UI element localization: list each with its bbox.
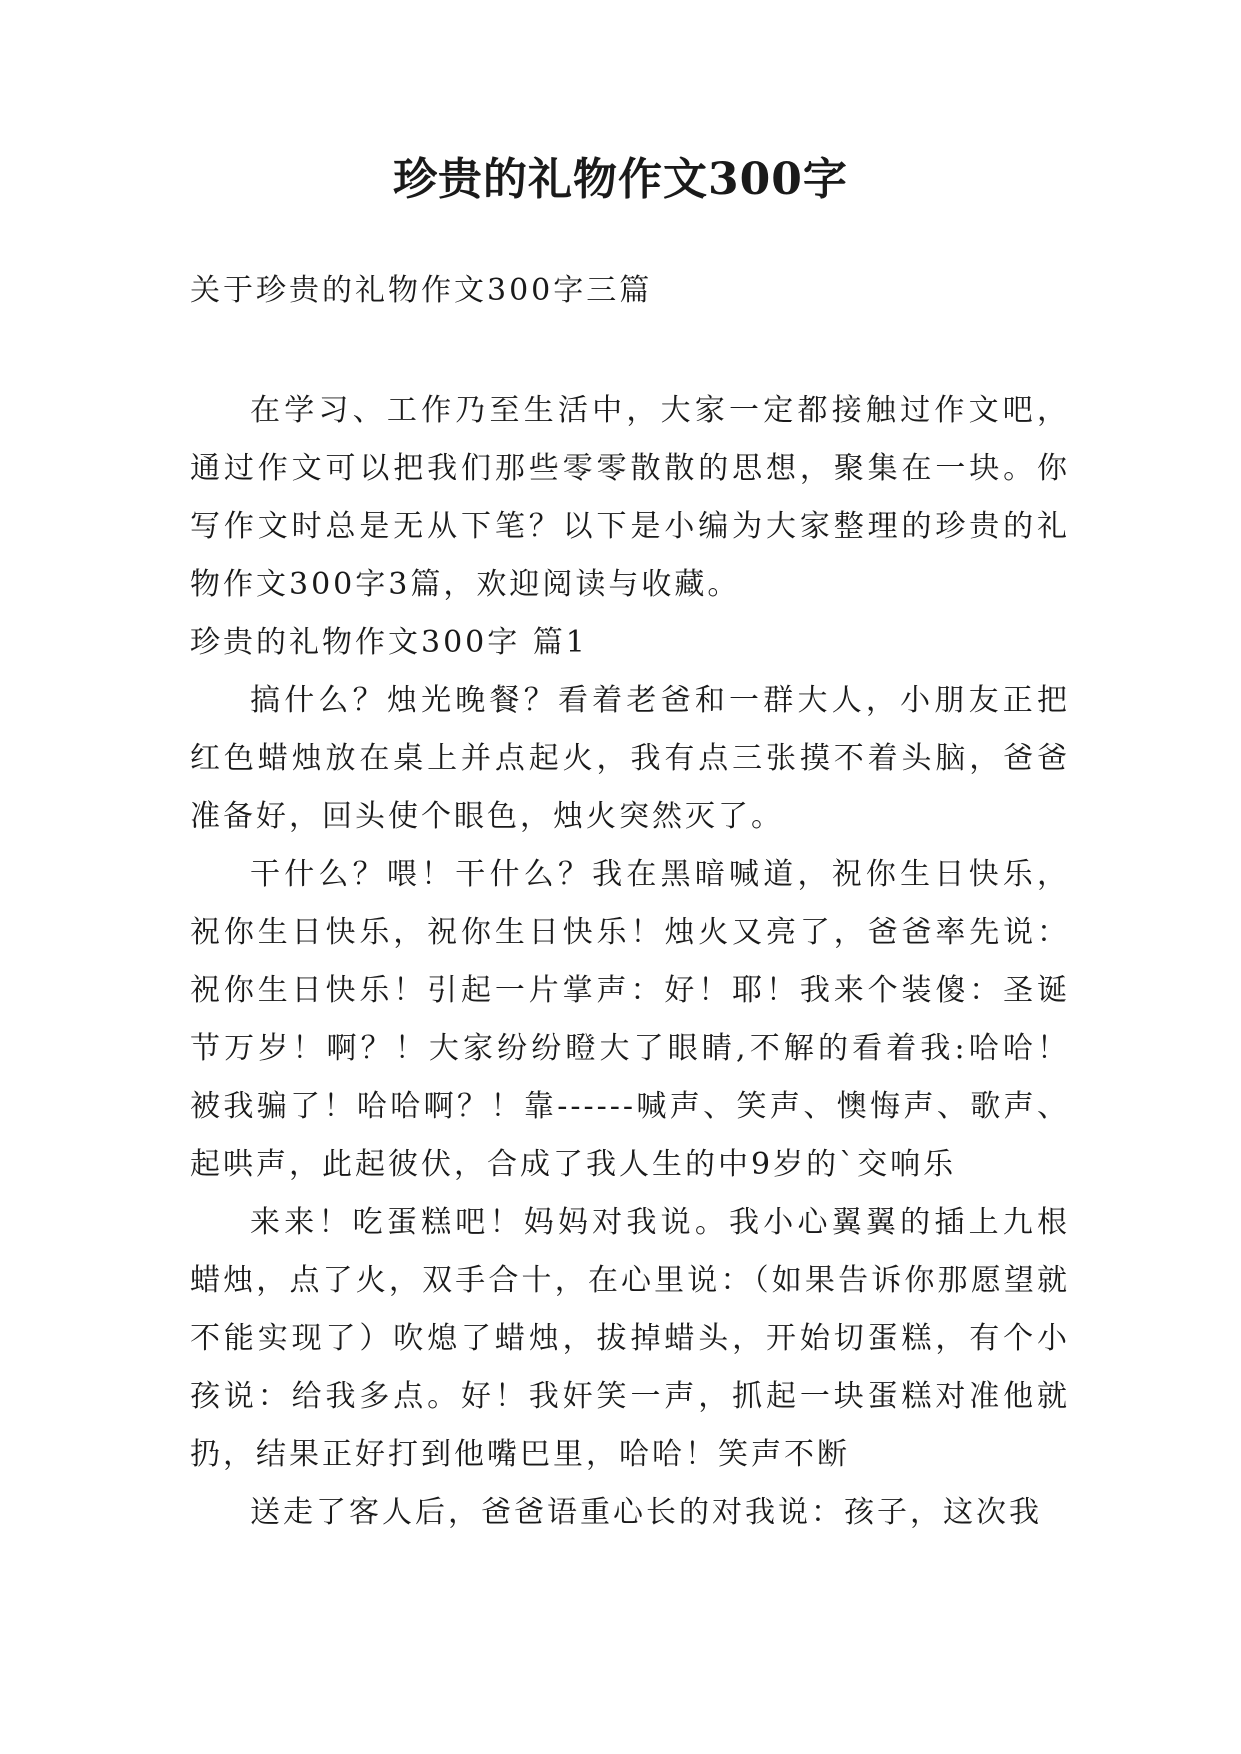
document-subtitle: 关于珍贵的礼物作文300字三篇 <box>190 273 653 308</box>
document-title: 珍贵的礼物作文300字 <box>393 154 848 205</box>
body-paragraph: 来来！吃蛋糕吧！妈妈对我说。我小心翼翼的插上九根蜡烛，点了火，双手合十，在心里说：（如果告诉你那愿望就不能实现了）吹熄了蜡烛，拔掉蜡头，开始切蛋糕，有个小孩说：给我多点。好！我奸笑一声，抓起一块蛋糕对准他就扔，结果正好打到他嘴巴里，哈哈！笑声不断 <box>190 1205 1070 1472</box>
section-heading: 珍贵的礼物作文300字 篇1 <box>190 625 588 660</box>
body-paragraph: 搞什么？烛光晚餐？看着老爸和一群大人，小朋友正把红色蜡烛放在桌上并点起火，我有点三张摸不着头脑，爸爸准备好，回头使个眼色，烛火突然灭了。 <box>190 683 1070 834</box>
document-body <box>190 262 1070 1542</box>
intro-paragraph: 在学习、工作乃至生活中，大家一定都接触过作文吧，通过作文可以把我们那些零零散散的思想，聚集在一块。你写作文时总是无从下笔？以下是小编为大家整理的珍贵的礼物作文300字3篇，欢迎阅读与收藏。 <box>190 393 1070 602</box>
body-paragraph: 干什么？喂！干什么？我在黑暗喊道，祝你生日快乐，祝你生日快乐，祝你生日快乐！烛火又亮了，爸爸率先说：祝你生日快乐！引起一片掌声：好！耶！我来个装傻：圣诞节万岁！啊？！大家纷纷瞪大了眼睛,不解的看着我:哈哈！被我骗了！哈哈啊？！靠------喊声、笑声、懊悔声、歌声、起哄声，此起彼伏，合成了我人生的中9岁的`交响乐 <box>190 857 1070 1182</box>
body-paragraph: 送走了客人后，爸爸语重心长的对我说：孩子，这次我 <box>250 1495 1042 1530</box>
